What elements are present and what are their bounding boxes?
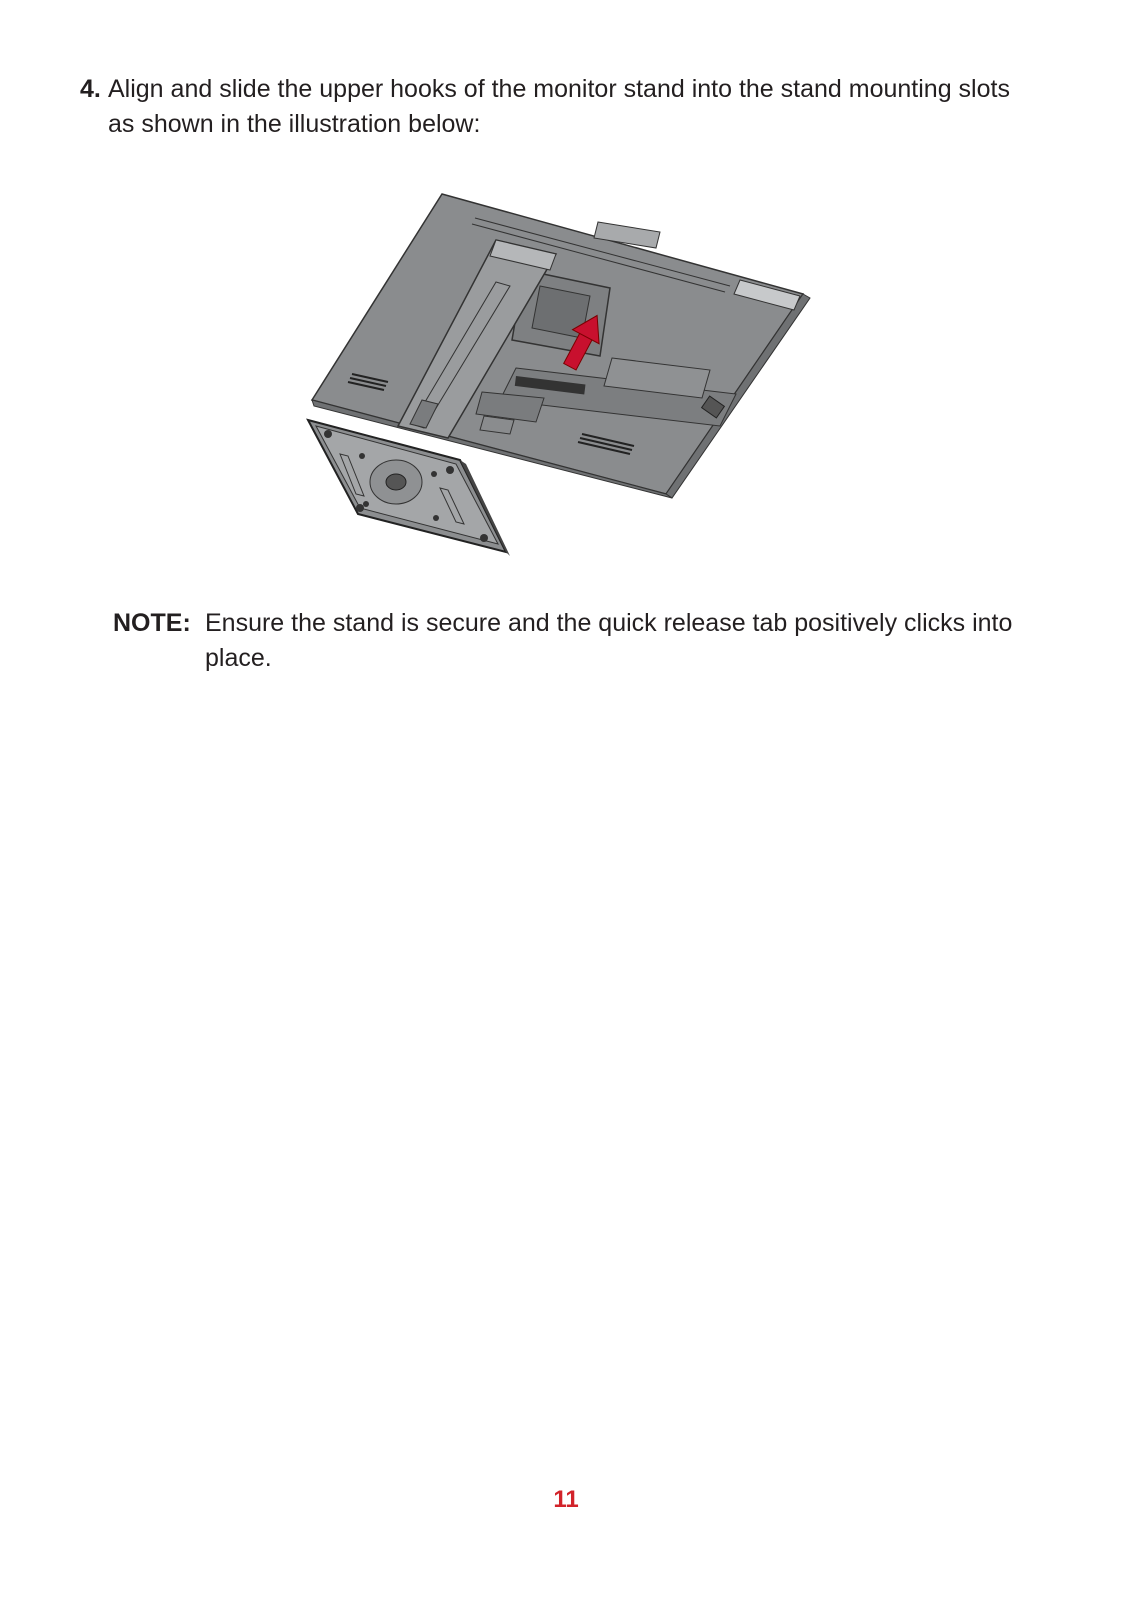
monitor-stand-illustration-svg <box>300 188 820 568</box>
note <box>113 606 1043 676</box>
note-text: Ensure the stand is secure and the quick release tab positively clicks into place. <box>205 609 1013 672</box>
note-label: NOTE: <box>113 609 191 637</box>
step-number: 4. <box>80 75 101 103</box>
step-text: Align and slide the upper hooks of the monitor stand into the stand mounting slots as shown in the illustration below: <box>108 75 1010 138</box>
page-number: 11 <box>553 1486 579 1513</box>
step-4 <box>80 72 1040 142</box>
monitor-stand-illustration <box>300 188 820 568</box>
